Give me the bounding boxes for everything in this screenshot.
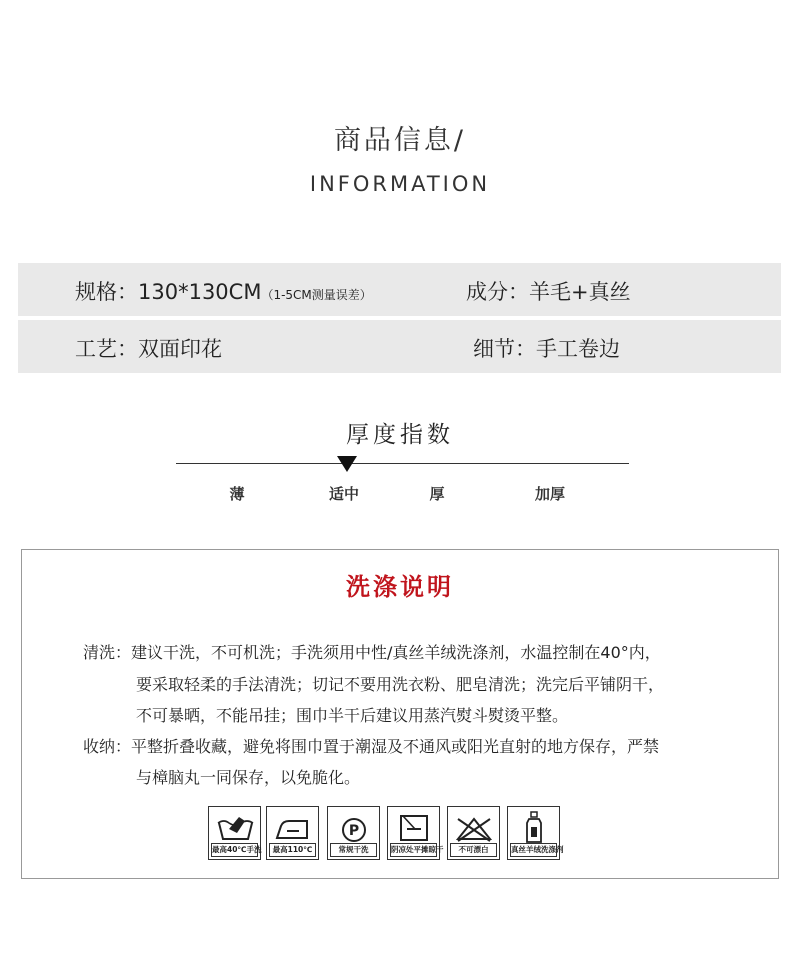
no-bleach-icon (447, 806, 500, 860)
thickness-level-thick: 厚 (429, 485, 445, 503)
dry-clean-icon (327, 806, 380, 860)
spec-detail: 细节：手工卷边 (473, 337, 620, 361)
hand-wash-label: 最高40℃手洗 (211, 843, 258, 857)
wash-line-2: 要采取轻柔的手法清洗；切记不要用洗衣粉、肥皂清洗；洗完后平铺阴干， (136, 675, 665, 694)
thickness-scale-line (176, 463, 629, 464)
spec-size-label: 规格：130*130CM (75, 280, 262, 304)
spec-size-note: （1-5CM测量误差） (261, 288, 372, 302)
spec-material: 成分：羊毛+真丝 (466, 280, 631, 304)
detergent-label: 真丝羊绒洗涤剂 (510, 843, 557, 857)
thickness-level-extra-thick: 加厚 (534, 485, 566, 503)
thickness-level-thin: 薄 (229, 485, 245, 503)
wash-line-3: 不可暴晒，不能吊挂；围巾半干后建议用蒸汽熨斗熨烫平整。 (136, 706, 569, 725)
spec-size (75, 276, 372, 306)
care-title: 洗涤说明 (346, 573, 454, 601)
iron-icon (266, 806, 319, 860)
detergent-icon (507, 806, 564, 860)
spec-row-2 (18, 320, 781, 373)
spec-row-1 (18, 263, 781, 316)
storage-line-1: 收纳：平整折叠收藏，避免将围巾置于潮湿及不通风或阳光直射的地方保存，严禁 (83, 737, 660, 756)
flat-dry-shade-icon (387, 806, 444, 860)
page-subtitle: INFORMATION (309, 172, 491, 196)
thickness-level-medium: 适中 (328, 485, 360, 503)
spec-craft: 工艺：双面印花 (75, 337, 222, 361)
storage-line-2: 与樟脑丸一同保存，以免脆化。 (136, 768, 361, 787)
thickness-marker-icon (337, 456, 357, 472)
page-title: 商品信息/ (333, 125, 467, 156)
no-bleach-label: 不可漂白 (450, 843, 497, 857)
thickness-title: 厚度指数 (346, 422, 454, 448)
iron-label: 最高110℃ (269, 843, 316, 857)
hand-wash-icon (208, 806, 261, 860)
svg-text:P: P (348, 823, 360, 839)
wash-line-1: 清洗：建议干洗，不可机洗；手洗须用中性/真丝羊绒洗涤剂，水温控制在40°内， (83, 643, 661, 662)
dry-clean-label: 常规干洗 (330, 843, 377, 857)
flat-dry-shade-label: 阴凉处平摊晾干 (390, 843, 437, 857)
